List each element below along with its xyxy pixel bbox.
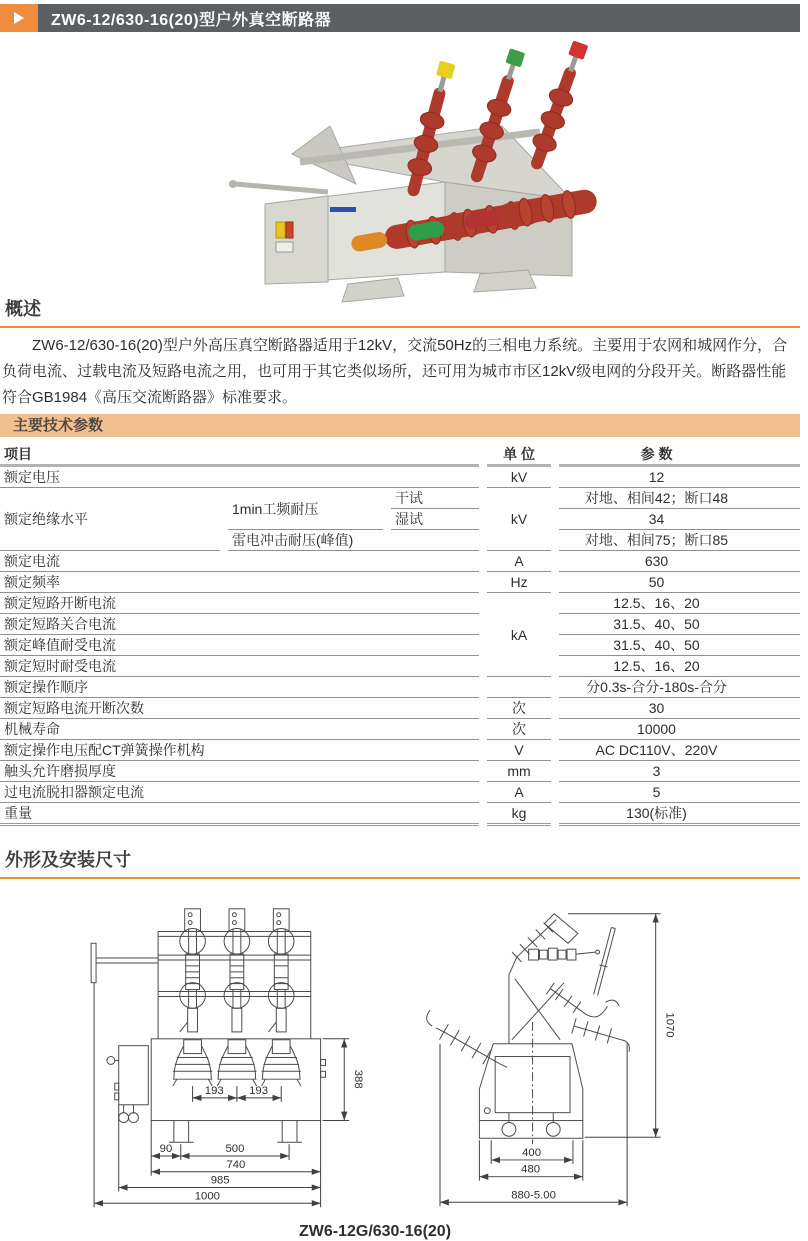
side-view-drawing (410, 896, 730, 1221)
table-row: 额定峰值耐受电流 31.5、40、50 (0, 635, 800, 656)
page-header (0, 4, 800, 32)
play-arrow-icon (0, 4, 38, 32)
table-row: 额定绝缘水平 1min工频耐压 干试 kV 对地、相间42；断口48 (0, 488, 800, 509)
col-unit: 单 位 (487, 444, 551, 467)
table-row: 额定操作顺序 分0.3s-合分-180s-合分 (0, 677, 800, 698)
dim-label: 193 (204, 1084, 224, 1097)
overview-section (0, 295, 800, 411)
table-row: 额定短时耐受电流 12.5、16、20 (0, 656, 800, 677)
table-row: 额定频率 Hz 50 (0, 572, 800, 593)
dim-label: 500 (225, 1143, 245, 1156)
dim-label: 1070 (663, 1012, 676, 1038)
front-view-drawing (60, 896, 400, 1221)
dim-label: 193 (249, 1084, 268, 1097)
table-row: 过电流脱扣器额定电流 A 5 (0, 782, 800, 803)
drawing-caption: ZW6-12G/630-16(20) (298, 1223, 452, 1240)
table-row: 触头允许磨损厚度 mm 3 (0, 761, 800, 782)
overview-heading: 概述 (0, 295, 800, 328)
dim-label: 90 (159, 1143, 173, 1156)
triangle-glyph (14, 12, 24, 24)
params-heading: 主要技术参数 (0, 414, 800, 437)
dim-label: 388 (352, 1069, 365, 1089)
overview-paragraph: ZW6-12/630-16(20)型户外高压真空断路器适用于12kV，交流50Hz的三相电力系统。主要用于农网和城网作分，合负荷电流、过载电流及短路电流之用，也可用于其它类似场所，还可用为城市市区12kV级电网的分段开关。断路器性能符合GB1984《高压交流断路器》标准要求。 (2, 337, 788, 406)
table-row: 额定短路开断电流 kA 12.5、16、20 (0, 593, 800, 614)
catalog-page (0, 4, 800, 1240)
table-row: 机械寿命 次 10000 (0, 719, 800, 740)
dim-label: 480 (521, 1163, 541, 1176)
table-row: 重量 kg 130(标准) (0, 803, 800, 826)
params-section (0, 414, 800, 826)
table-row: 额定操作电压配CT弹簧操作机构 V AC DC110V、220V (0, 740, 800, 761)
dim-label: 1000 (194, 1190, 220, 1203)
table-row: 额定短路关合电流 31.5、40、50 (0, 614, 800, 635)
product-photo (0, 32, 800, 286)
page-title: ZW6-12/630-16(20)型户外真空断路器 (51, 11, 332, 29)
dimension-drawings (0, 896, 800, 1221)
dimensions-heading: 外形及安装尺寸 (0, 846, 800, 879)
table-header-row (0, 444, 800, 467)
product-photo-illustration (180, 34, 620, 284)
table-row: 额定短路电流开断次数 次 30 (0, 698, 800, 719)
col-item: 项目 (0, 444, 479, 467)
dim-label: 740 (226, 1158, 246, 1171)
col-value: 参 数 (559, 444, 800, 467)
table-row: 湿试 34 (0, 509, 800, 530)
dim-label: 400 (522, 1147, 542, 1159)
table-row: 额定电压 kV 12 (0, 467, 800, 488)
table-row: 额定电流 A 630 (0, 551, 800, 572)
spec-table (0, 444, 808, 826)
table-row: 雷电冲击耐压(峰值) 对地、相间75；断口85 (0, 530, 800, 551)
dim-label: 985 (210, 1174, 230, 1187)
dimensions-section (0, 846, 800, 1241)
pole-insulator (524, 39, 592, 173)
dim-label: 880-5.00 (511, 1189, 556, 1202)
